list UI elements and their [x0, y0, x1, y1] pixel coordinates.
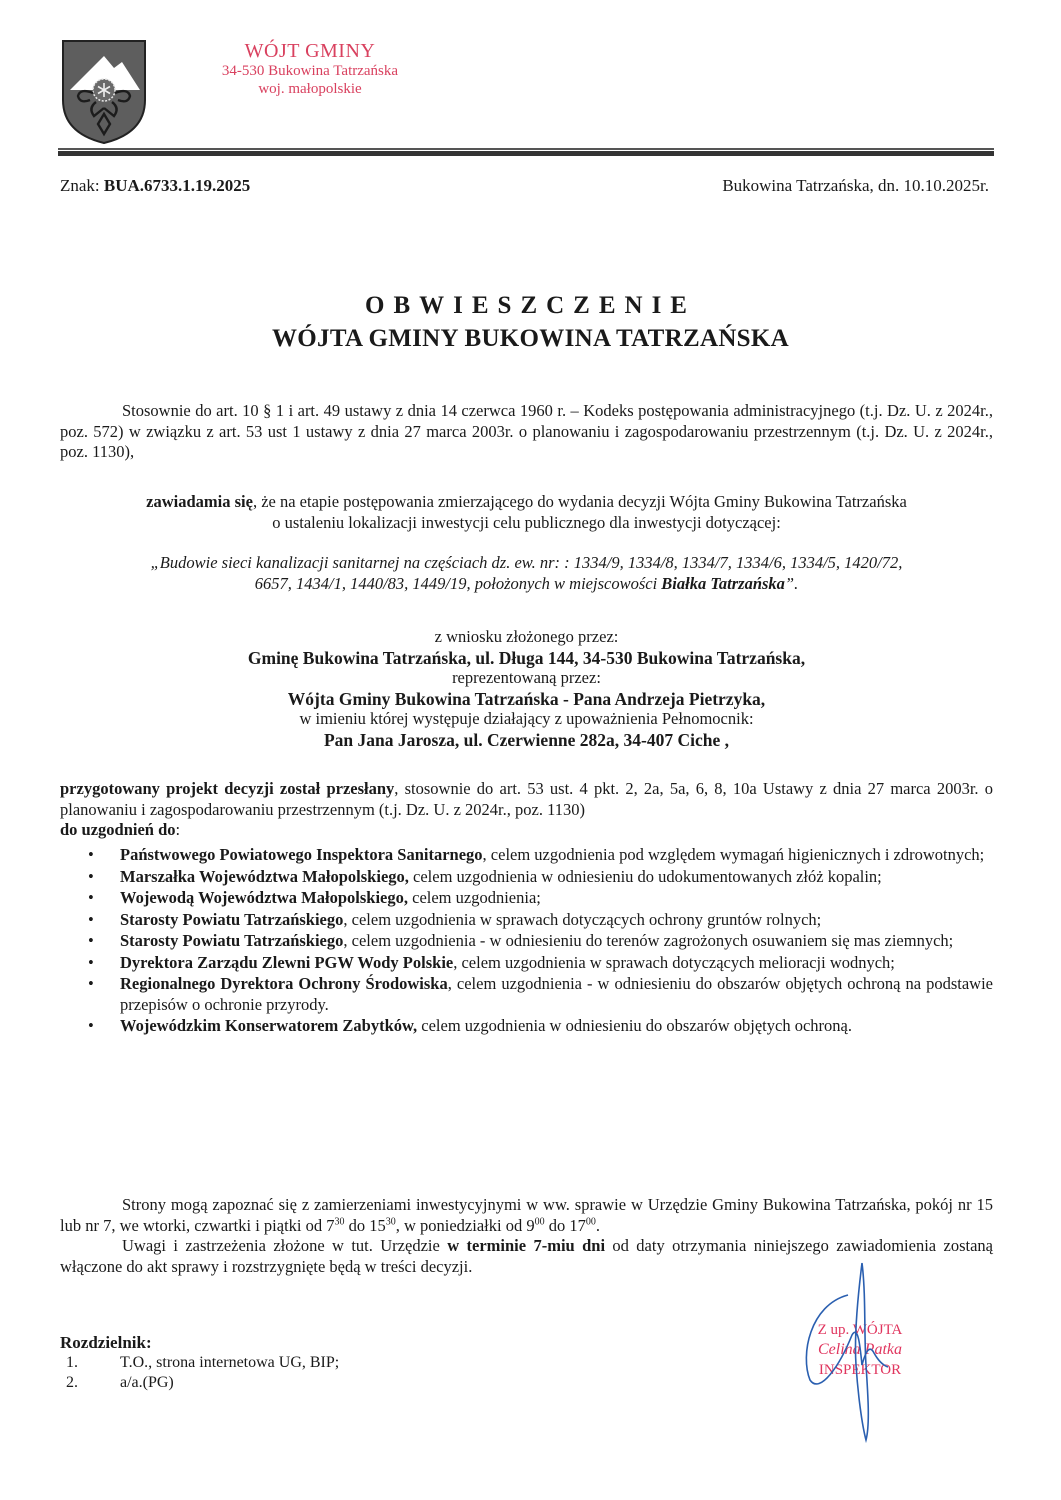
- reference-label: Znak:: [60, 176, 104, 195]
- investment-location: Białka Tatrzańska: [661, 573, 785, 593]
- list-item: [60, 974, 993, 1015]
- inspection-text: do 15: [344, 1215, 386, 1235]
- list-item: [60, 1016, 993, 1037]
- item-text: a/a.(PG): [120, 1374, 174, 1391]
- inspection-paragraph: [60, 1195, 993, 1236]
- coat-of-arms-icon: [60, 38, 148, 146]
- inspection-text: Strony mogą zapoznać się z zamierzeniami inwestycyjnymi w ww. sprawie w Urzędzie Gminy Bukowina Tatrzańska, pokój nr 15 lub nr 7, we wtorki, czwartki i piątki od 7: [60, 1195, 993, 1235]
- letterhead-title: WÓJT GMINY: [244, 40, 376, 62]
- proxy-name: Pan Jana Jarosza, ul. Czerwienne 282a, 34-407 Ciche ,: [323, 729, 730, 750]
- agency-name: Wojewodą Województwa Małopolskiego,: [120, 888, 408, 907]
- header-divider-thin: [58, 148, 994, 150]
- time-superscript: 00: [585, 1216, 596, 1227]
- proxy-label: w imieniu której występuje działający z upoważnienia Pełnomocnik:: [299, 709, 754, 728]
- list-item: [60, 953, 993, 974]
- bullet-icon: •: [88, 1016, 94, 1035]
- intro-paragraph: Stosownie do art. 10 § 1 i art. 49 ustawy z dnia 14 czerwca 1960 r. – Kodeks postępowania administracyjnego (t.j. Dz. U. z 2024r., poz. 572) w związku z art. 53 ust 1 ustawy z dnia 27 marca 2003r. o planowaniu i zagospodarowaniu przestrzennym (t.j. Dz. U. z 2024r., poz. 1130),: [60, 401, 993, 461]
- agency-list: [60, 845, 993, 1038]
- notice-lead: zawiadamia się: [146, 492, 253, 511]
- agency-name: Regionalnego Dyrektora Ochrony Środowiska: [120, 974, 448, 993]
- item-number: 1.: [66, 1354, 78, 1371]
- list-item: [60, 845, 993, 866]
- remarks-deadline: w terminie 7-miu dni: [447, 1236, 606, 1255]
- letterhead-voivodeship: woj. małopolskie: [258, 81, 362, 97]
- applicant-label: z wniosku złożonego przez:: [434, 627, 619, 646]
- stamp-title: INSPEKTOR: [818, 1362, 902, 1378]
- reference-value: BUA.6733.1.19.2025: [103, 176, 251, 195]
- project-tail-colon: :: [175, 820, 181, 839]
- bullet-icon: •: [88, 909, 94, 929]
- agency-purpose: , celem uzgodnienia - w odniesieniu do terenów zagrożonych osuwaniem się mas ziemnych;: [343, 931, 954, 950]
- notice-paragraph: [60, 492, 993, 533]
- investment-line1: „Budowie sieci kanalizacji sanitarnej na częściach dz. ew. nr: : 1334/9, 1334/8, 1334/7, 1334/6, 1334/5, 1420/72,: [150, 553, 903, 572]
- agency-purpose: , celem uzgodnienia pod względem wymagań higienicznych i zdrowotnych;: [482, 845, 985, 864]
- bullet-icon: •: [88, 845, 94, 864]
- list-item: [60, 1373, 339, 1393]
- bullet-icon: •: [88, 952, 94, 972]
- notice-line1: , że na etapie postępowania zmierzającego do wydania decyzji Wójta Gminy Bukowina Tatrzańska: [252, 492, 907, 511]
- distribution-heading: Rozdzielnik:: [60, 1333, 152, 1352]
- place-date: Bukowina Tatrzańska, dn. 10.10.2025r.: [722, 176, 989, 195]
- agency-purpose: , celem uzgodnienia w sprawach dotyczących melioracji wodnych;: [453, 952, 895, 972]
- agency-purpose: , celem uzgodnienia w sprawach dotyczących ochrony gruntów rolnych;: [343, 909, 822, 929]
- project-text: , stosownie do art. 53 ust. 4 pkt. 2, 2a, 5a, 6, 8, 10a Ustawy z dnia 27 marca 2003r. o planowaniu i zagospodarowaniu przestrzennym (t.j. Dz. U. z 2024r., poz. 1130): [60, 779, 993, 819]
- applicant-name: Gminę Bukowina Tatrzańska, ul. Długa 144, 34-530 Bukowina Tatrzańska,: [247, 647, 806, 668]
- document-subtitle: WÓJTA GMINY BUKOWINA TATRZAŃSKA: [271, 325, 789, 352]
- bullet-icon: •: [88, 974, 94, 993]
- applicant-block: [60, 627, 993, 750]
- time-superscript: 30: [385, 1216, 396, 1227]
- project-tail: do uzgodnień do: [60, 820, 176, 839]
- remarks-text: od daty otrzymania niniejszego zawiadomienia zostaną włączone do akt sprawy i rozstrzygnięte będą w treści decyzji.: [60, 1236, 993, 1276]
- investment-line2-end: ”.: [784, 573, 799, 593]
- inspection-text: , w poniedziałki od 9: [395, 1215, 535, 1235]
- letterhead-address: 34-530 Bukowina Tatrzańska: [221, 63, 399, 79]
- header-divider-thick: [58, 151, 994, 156]
- item-number: 2.: [66, 1374, 78, 1391]
- agency-name: Marszałka Województwa Małopolskiego,: [120, 866, 409, 886]
- agency-name: Starosty Powiatu Tatrzańskiego: [120, 931, 344, 950]
- notice-line2: o ustaleniu lokalizacji inwestycji celu publicznego dla inwestycji dotyczącej:: [272, 512, 781, 532]
- agency-name: Dyrektora Zarządu Zlewni PGW Wody Polskie: [120, 952, 454, 972]
- investment-description: [60, 553, 993, 594]
- representative-label: reprezentowaną przez:: [452, 668, 601, 687]
- bullet-icon: •: [88, 931, 94, 950]
- reference-number: [60, 176, 250, 196]
- list-item: [60, 931, 993, 952]
- time-superscript: 30: [334, 1216, 345, 1227]
- inspection-text: do 17: [544, 1215, 586, 1235]
- investment-line2: 6657, 1434/1, 1440/83, 1449/19, położonych w miejscowości: [254, 573, 662, 593]
- list-item: [60, 910, 993, 931]
- time-superscript: 00: [534, 1216, 545, 1227]
- remarks-text: Uwagi i zastrzeżenia złożone w tut. Urzędzie: [122, 1236, 448, 1255]
- agency-name: Państwowego Powiatowego Inspektora Sanitarnego: [120, 845, 483, 864]
- agency-name: Starosty Powiatu Tatrzańskiego: [120, 909, 344, 929]
- agency-purpose: celem uzgodnienia w odniesieniu do udokumentowanych złóż kopalin;: [408, 866, 882, 886]
- representative-name: Wójta Gminy Bukowina Tatrzańska - Pana Andrzeja Pietrzyka,: [287, 688, 766, 709]
- item-text: T.O., strona internetowa UG, BIP;: [120, 1354, 340, 1371]
- stamp-name: Celina Patka: [818, 1341, 902, 1358]
- project-lead: przygotowany projekt decyzji został przesłany: [60, 779, 395, 798]
- agency-purpose: celem uzgodnienia;: [408, 888, 541, 907]
- project-paragraph: [60, 779, 993, 841]
- list-item: [60, 1353, 339, 1373]
- signature-icon: [770, 1255, 960, 1455]
- agency-name: Wojewódzkim Konserwatorem Zabytków,: [120, 1016, 418, 1035]
- distribution-list: [60, 1333, 339, 1393]
- document-title: OBWIESZCZENIE: [365, 292, 696, 319]
- stamp-line1: Z up. WÓJTA: [817, 1322, 903, 1338]
- agency-purpose: celem uzgodnienia w odniesieniu do obszarów objętych ochroną.: [417, 1016, 852, 1035]
- letterhead: [160, 40, 460, 98]
- list-item: [60, 867, 993, 888]
- bullet-icon: •: [88, 866, 94, 886]
- inspection-text: .: [595, 1215, 600, 1235]
- agency-purpose: , celem uzgodnienia - w odniesieniu do obszarów objętych ochroną na podstawie przepisów o ochronie przyrody.: [120, 974, 993, 1014]
- list-item: [60, 888, 993, 909]
- bullet-icon: •: [88, 888, 94, 907]
